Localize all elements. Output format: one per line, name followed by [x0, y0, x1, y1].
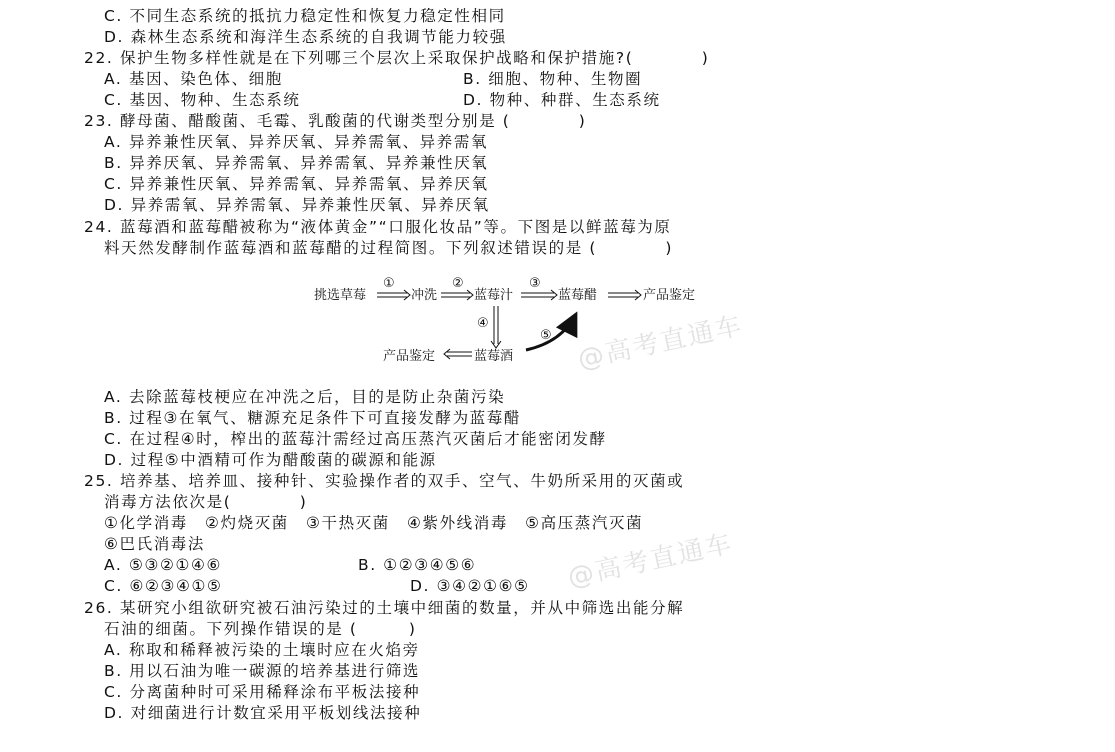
- option-22c: C. 基因、物种、生态系统: [104, 91, 301, 109]
- node-test-1: 产品鉴定: [643, 288, 696, 303]
- option-23a: A. 异养兼性厌氧、异养厌氧、异养需氧、异养需氧: [104, 133, 489, 151]
- option-21d: D. 森林生态系统和海洋生态系统的自我调节能力较强: [104, 28, 507, 46]
- step-4-label: ④: [477, 316, 489, 331]
- option-24a: A. 去除蓝莓枝梗应在冲洗之后，目的是防止杂菌污染: [104, 388, 506, 406]
- option-22b: B. 细胞、物种、生物圈: [463, 70, 643, 88]
- question-25-methods-line1: ①化学消毒 ②灼烧灭菌 ③干热灭菌 ④紫外线消毒 ⑤高压蒸汽灭菌: [104, 514, 644, 532]
- question-22-stem: 22. 保护生物多样性就是在下列哪三个层次上采取保护战略和保护措施?( ): [84, 49, 710, 67]
- option-23c: C. 异养兼性厌氧、异养需氧、异养需氧、异养厌氧: [104, 175, 489, 193]
- watermark: @高考直通车: [565, 528, 736, 594]
- step-3-label: ③: [529, 276, 541, 291]
- option-23b: B. 异养厌氧、异养需氧、异养需氧、异养兼性厌氧: [104, 154, 489, 172]
- question-25-stem-line1: 25. 培养基、培养皿、接种针、实验操作者的双手、空气、牛奶所采用的灭菌或: [84, 472, 685, 490]
- option-26c: C. 分离菌种时可采用稀释涂布平板法接种: [104, 683, 421, 701]
- question-23-stem: 23. 酵母菌、醋酸菌、毛霉、乳酸菌的代谢类型分别是 ( ): [84, 112, 587, 130]
- arrow-step-4: [491, 306, 501, 348]
- option-26b: B. 用以石油为唯一碳源的培养基进行筛选: [104, 662, 420, 680]
- arrow-step-3: [521, 290, 557, 300]
- step-1-label: ①: [383, 276, 395, 291]
- option-25c: C. ⑥②③④①⑤: [104, 577, 223, 595]
- question-26-stem-line2: 石油的细菌。下列操作错误的是 ( ): [104, 620, 417, 638]
- option-24b: B. 过程③在氧气、糖源充足条件下可直接发酵为蓝莓醋: [104, 409, 521, 427]
- node-vinegar: 蓝莓醋: [558, 288, 598, 303]
- step-2-label: ②: [452, 276, 464, 291]
- question-25-stem-line2: 消毒方法依次是( ): [104, 493, 308, 511]
- option-26a: A. 称取和稀释被污染的土壤时应在火焰旁: [104, 641, 420, 659]
- watermark: @高考直通车: [575, 310, 746, 376]
- arrow-step-2: [441, 290, 473, 300]
- option-24c: C. 在过程④时，榨出的蓝莓汁需经过高压蒸汽灭菌后才能密闭发酵: [104, 430, 607, 448]
- option-21c: C. 不同生态系统的抵抗力稳定性和恢复力稳定性相同: [104, 7, 506, 25]
- arrow-step-1: [377, 290, 410, 300]
- option-26d: D. 对细菌进行计数宜采用平板划线法接种: [104, 704, 422, 722]
- node-test-2: 产品鉴定: [383, 349, 436, 364]
- node-juice: 蓝莓汁: [474, 288, 514, 303]
- question-26-stem-line1: 26. 某研究小组欲研究被石油污染过的土壤中细菌的数量，并从中筛选出能分解: [84, 599, 685, 617]
- option-23d: D. 异养需氧、异养需氧、异养兼性厌氧、异养厌氧: [104, 196, 490, 214]
- option-22d: D. 物种、种群、生态系统: [463, 91, 661, 109]
- option-25a: A. ⑤③②①④⑥: [104, 556, 222, 574]
- question-24-stem-line1: 24. 蓝莓酒和蓝莓醋被称为“液体黄金”“口服化妆品”等。下图是以鲜蓝莓为原: [84, 218, 672, 236]
- option-24d: D. 过程⑤中酒精可作为醋酸菌的碳源和能源: [104, 451, 437, 469]
- node-wine: 蓝莓酒: [474, 349, 514, 364]
- arrow-to-test-1: [608, 290, 641, 300]
- arrow-to-test-2: [444, 349, 472, 359]
- option-25d: D. ③④②①⑥⑤: [410, 577, 530, 595]
- question-25-methods-line2: ⑥巴氏消毒法: [104, 535, 205, 553]
- step-5-label: ⑤: [540, 328, 552, 343]
- option-22a: A. 基因、染色体、细胞: [104, 70, 283, 88]
- node-pick: 挑选草莓: [314, 288, 367, 303]
- node-wash: 冲洗: [411, 288, 438, 303]
- option-25b: B. ①②③④⑤⑥: [358, 556, 477, 574]
- question-24-stem-line2: 料天然发酵制作蓝莓酒和蓝莓醋的过程简图。下列叙述错误的是 ( ): [104, 239, 674, 257]
